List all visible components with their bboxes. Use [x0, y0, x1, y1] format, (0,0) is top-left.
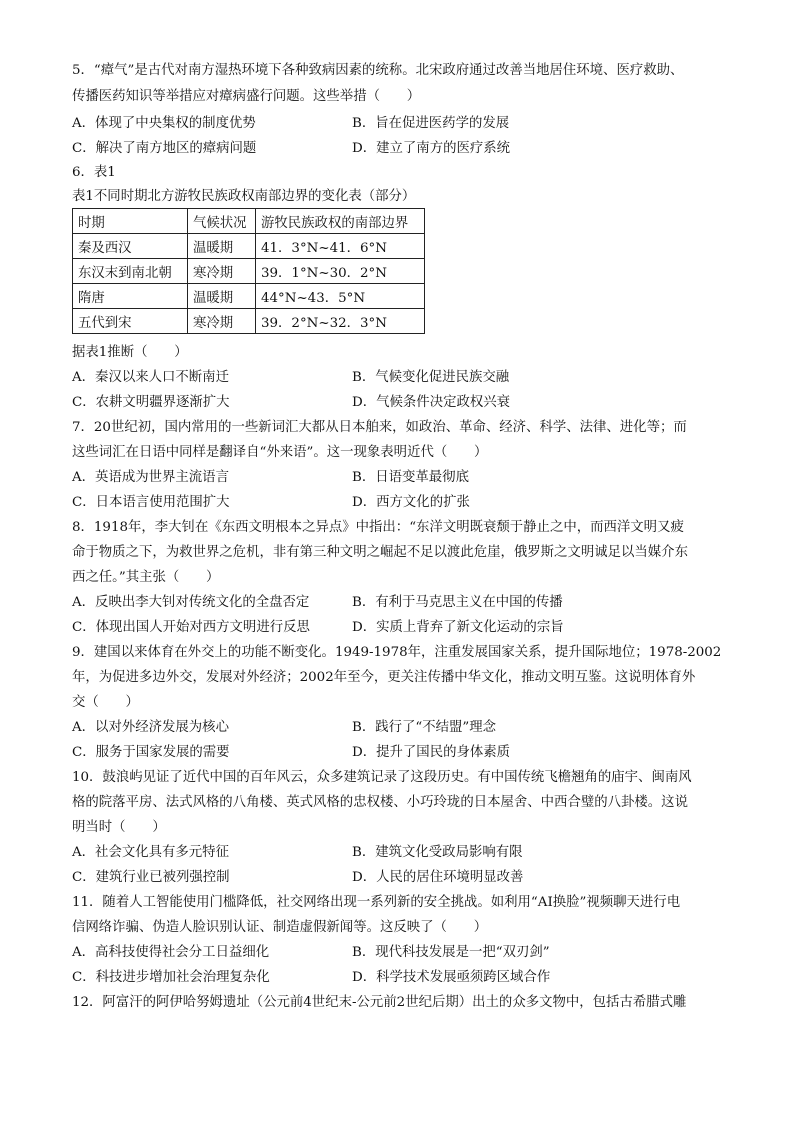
q10-stem-line-3: 明当时（ ） [72, 820, 166, 835]
q10-option-a[interactable]: A．社会文化具有多元特征 [72, 845, 229, 860]
q8-option-c[interactable]: C．体现出国人开始对西方文明进行反思 [72, 620, 310, 635]
table-row [73, 284, 425, 309]
q10-stem-line-1: 10．鼓浪屿见证了近代中国的百年风云，众多建筑记录了这段历史。有中国传统飞檐翘角的庙宇、闽南风 [72, 770, 692, 785]
q11-option-a[interactable]: A．高科技使得社会分工日益细化 [72, 945, 270, 960]
q11-option-b[interactable]: B．现代科技发展是一把“双刃剑” [352, 945, 550, 960]
q7-stem-line-2: 这些词汇在日语中同样是翻译自“外来语”。这一现象表明近代（ ） [72, 445, 488, 460]
border-table [72, 208, 425, 334]
table-cell: 东汉末到南北朝 [73, 259, 188, 284]
table-cell: 41．3°N~41．6°N [256, 234, 425, 259]
q7-option-a[interactable]: A．英语成为世界主流语言 [72, 470, 229, 485]
q11-option-c[interactable]: C．科技进步增加社会治理复杂化 [72, 970, 270, 985]
q9-stem-line-1: 9．建国以来体育在外交上的功能不断变化。1949-1978年，注重发展国家关系，提升国际地位；1978-2002 [72, 645, 722, 660]
table-header-row [73, 209, 425, 234]
q9-stem-line-3: 交（ ） [72, 695, 139, 710]
table-row [73, 259, 425, 284]
table-cell: 39．2°N~32．3°N [256, 309, 425, 334]
q10-stem-line-2: 格的院落平房、法式风格的八角楼、英式风格的忠权楼、小巧玲珑的日本屋舍、中西合璧的八卦楼。这说 [72, 795, 688, 810]
q5-stem-line-1: 5．“瘴气”是古代对南方湿热环境下各种致病因素的统称。北宋政府通过改善当地居住环境、医疗救助、 [72, 63, 684, 78]
q9-option-c[interactable]: C．服务于国家发展的需要 [72, 745, 230, 760]
table-cell: 温暖期 [188, 234, 256, 259]
q9-option-a[interactable]: A．以对外经济发展为核心 [72, 720, 229, 735]
q6-tail: 据表1推断（ ） [72, 345, 188, 360]
q7-option-d[interactable]: D．西方文化的扩张 [352, 495, 470, 510]
q8-option-a[interactable]: A．反映出李大钊对传统文化的全盘否定 [72, 595, 310, 610]
q11-option-d[interactable]: D．科学技术发展亟须跨区域合作 [352, 970, 551, 985]
q5-option-a[interactable]: A．体现了中央集权的制度优势 [72, 116, 256, 131]
q5-stem-line-2: 传播医药知识等举措应对瘴病盛行问题。这些举措（ ） [72, 89, 421, 104]
table-header-cell: 游牧民族政权的南部边界 [256, 209, 425, 234]
q7-stem-line-1: 7．20世纪初，国内常用的一些新词汇大都从日本舶来，如政治、革命、经济、科学、法律、进化等；而 [72, 420, 687, 435]
q11-stem-line-1: 11．随着人工智能使用门槛降低，社交网络出现一系列新的安全挑战。如利用“AI换脸”视频聊天进行电 [72, 895, 681, 910]
q6-stem-line-1: 6．表1 [72, 165, 116, 180]
q6-option-d[interactable]: D．气候条件决定政权兴衰 [352, 395, 511, 410]
table-header-cell: 气候状况 [188, 209, 256, 234]
q6-option-b[interactable]: B．气候变化促进民族交融 [352, 370, 510, 385]
q8-option-d[interactable]: D．实质上背弃了新文化运动的宗旨 [352, 620, 564, 635]
table-header-cell: 时期 [73, 209, 188, 234]
table-cell: 温暖期 [188, 284, 256, 309]
q5-option-c[interactable]: C．解决了南方地区的瘴病问题 [72, 141, 257, 156]
q8-stem-line-3: 西之任。”其主张（ ） [72, 570, 220, 585]
q9-stem-line-2: 年，为促进多边外交，发展对外经济；2002年至今，更关注传播中华文化，推动文明互鉴。这说明体育外 [72, 670, 696, 685]
q8-stem-line-1: 8．1918年，李大钊在《东西文明根本之异点》中指出：“东洋文明既衰颓于静止之中，而西洋文明又疲 [72, 520, 684, 535]
q5-option-d[interactable]: D．建立了南方的医疗系统 [352, 141, 511, 156]
table-cell: 39．1°N~30．2°N [256, 259, 425, 284]
q10-option-c[interactable]: C．建筑行业已被列强控制 [72, 870, 230, 885]
q10-option-b[interactable]: B．建筑文化受政局影响有限 [352, 845, 523, 860]
table-row [73, 309, 425, 334]
q10-option-d[interactable]: D．人民的居住环境明显改善 [352, 870, 524, 885]
q12-stem-line-1: 12．阿富汗的阿伊哈努姆遗址（公元前4世纪末-公元前2世纪后期）出土的众多文物中，包括古希腊式雕 [72, 995, 687, 1010]
table-cell: 44°N~43．5°N [256, 284, 425, 309]
table-cell: 隋唐 [73, 284, 188, 309]
q11-stem-line-2: 信网络诈骗、伪造人脸识别认证、制造虚假新闻等。这反映了（ ） [72, 920, 488, 935]
table-cell: 秦及西汉 [73, 234, 188, 259]
q8-option-b[interactable]: B．有利于马克思主义在中国的传播 [352, 595, 563, 610]
table-cell: 寒冷期 [188, 259, 256, 284]
table-row [73, 234, 425, 259]
q6-option-c[interactable]: C．农耕文明疆界逐渐扩大 [72, 395, 230, 410]
q8-stem-line-2: 命于物质之下，为救世界之危机，非有第三种文明之崛起不足以渡此危崖，俄罗斯之文明诚足以当媒介东 [72, 545, 688, 560]
table-cell: 寒冷期 [188, 309, 256, 334]
q7-option-c[interactable]: C．日本语言使用范围扩大 [72, 495, 230, 510]
table-cell: 五代到宋 [73, 309, 188, 334]
table-caption: 表1不同时期北方游牧民族政权南部边界的变化表（部分） [72, 189, 416, 204]
q9-option-d[interactable]: D．提升了国民的身体素质 [352, 745, 511, 760]
q9-option-b[interactable]: B．践行了“不结盟”理念 [352, 720, 497, 735]
q5-option-b[interactable]: B．旨在促进医药学的发展 [352, 116, 510, 131]
q7-option-b[interactable]: B．日语变革最彻底 [352, 470, 469, 485]
q6-option-a[interactable]: A．秦汉以来人口不断南迁 [72, 370, 229, 385]
